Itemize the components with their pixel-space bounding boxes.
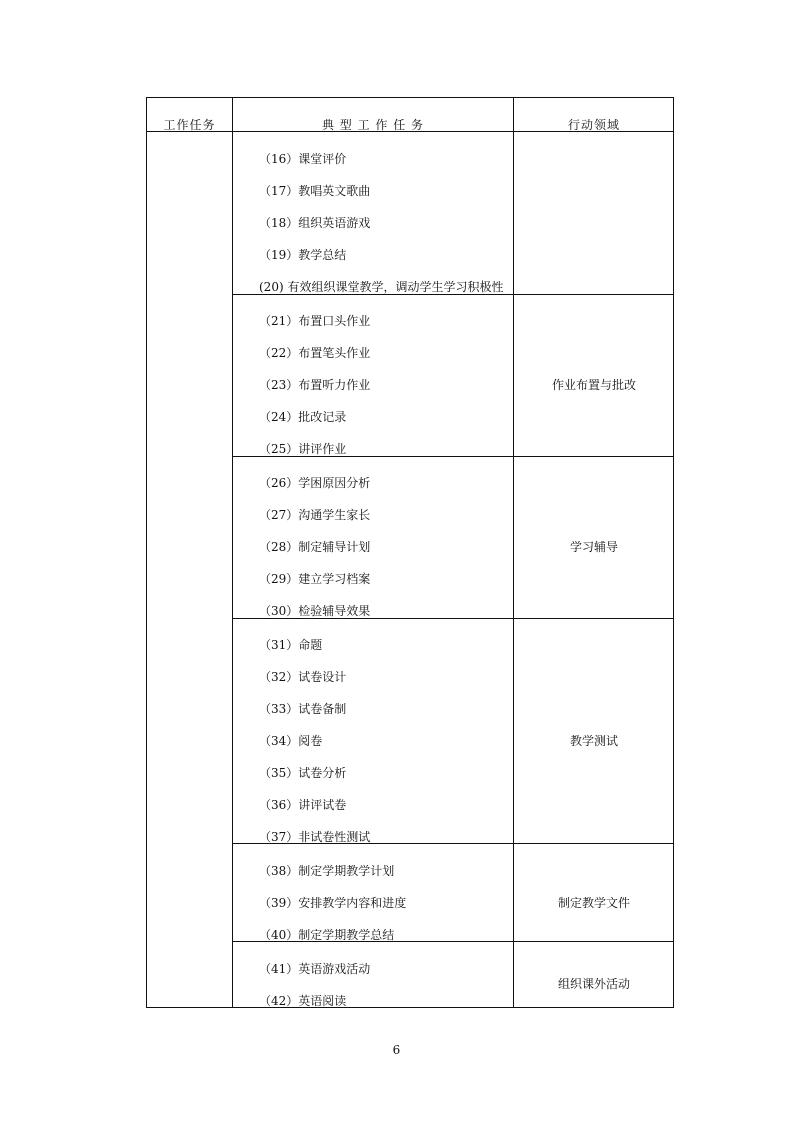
task-item: （31）命题: [259, 638, 323, 652]
domain-label: 组织课外活动: [557, 977, 630, 991]
task-item: （41）英语游戏活动: [259, 962, 371, 976]
task-item: （19）教学总结: [259, 248, 347, 262]
task-item: （42）英语阅读: [259, 994, 347, 1008]
task-item: （22）布置笔头作业: [259, 346, 371, 360]
header-typical-task: 典 型 工 作 任 务: [321, 118, 425, 132]
header-work-task: 工作任务: [163, 118, 216, 132]
header-action-domain: 行动领域: [567, 118, 620, 132]
task-item: （25）讲评作业: [259, 442, 347, 456]
task-item: (20) 有效组织课堂教学，调动学生学习积极性: [259, 280, 504, 294]
task-item: （21）布置口头作业: [259, 314, 371, 328]
task-item: （33）试卷备制: [259, 702, 347, 716]
group-divider: [233, 294, 673, 295]
task-item: （39）安排教学内容和进度: [259, 896, 407, 910]
task-item: （26）学困原因分析: [259, 476, 371, 490]
task-item: （38）制定学期教学计划: [259, 864, 395, 878]
task-item: （18）组织英语游戏: [259, 216, 371, 230]
task-item: （24）批改记录: [259, 410, 347, 424]
task-item: （23）布置听力作业: [259, 378, 371, 392]
page-number: 6: [392, 1043, 401, 1057]
task-item: （28）制定辅导计划: [259, 540, 371, 554]
column-divider-1: [232, 98, 233, 1007]
task-item: （29）建立学习档案: [259, 572, 371, 586]
header-divider: [147, 131, 673, 132]
group-divider: [233, 456, 673, 457]
task-item: （34）阅卷: [259, 734, 323, 748]
task-item: （40）制定学期教学总结: [259, 928, 395, 942]
group-divider: [233, 618, 673, 619]
domain-label: 制定教学文件: [557, 896, 630, 910]
task-item: （30）检验辅导效果: [259, 604, 371, 618]
domain-label: 作业布置与批改: [551, 378, 636, 392]
task-table: [146, 97, 674, 1008]
group-divider: [233, 941, 673, 942]
task-item: （32）试卷设计: [259, 670, 347, 684]
task-item: （35）试卷分析: [259, 766, 347, 780]
task-item: （17）教唱英文歌曲: [259, 184, 371, 198]
task-item: （37）非试卷性测试: [259, 830, 371, 844]
domain-label: 学习辅导: [569, 540, 618, 554]
group-divider: [233, 843, 673, 844]
task-item: （16）课堂评价: [259, 152, 347, 166]
task-item: （27）沟通学生家长: [259, 508, 371, 522]
domain-label: 教学测试: [569, 734, 618, 748]
task-item: （36）讲评试卷: [259, 798, 347, 812]
